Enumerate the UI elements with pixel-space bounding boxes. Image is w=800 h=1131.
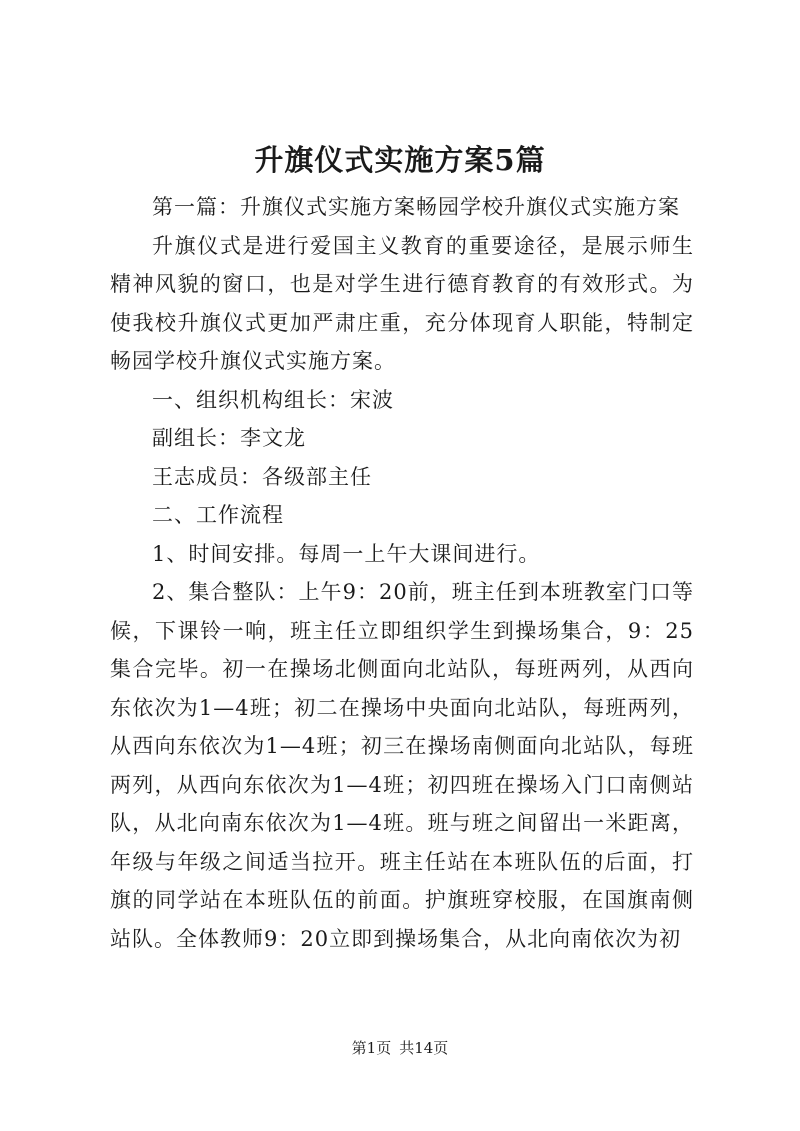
page-number: 第1页: [351, 1039, 392, 1057]
page-total: 共14页: [399, 1039, 449, 1057]
section-heading: 第一篇：升旗仪式实施方案畅园学校升旗仪式实施方案: [152, 195, 680, 219]
intro-paragraph: 升旗仪式是进行爱国主义教育的重要途径，是展示师生精神风貌的窗口，也是对学生进行德育教育的有效形式。为使我校升旗仪式更加严肃庄重，充分体现育人职能，特制定畅园学校升旗仪式实施方案。: [110, 233, 694, 373]
paragraph-time-arrangement: 1、时间安排。每周一上午大课间进行。: [152, 541, 541, 566]
paragraph-org-leader: 一、组织机构组长：宋波: [152, 387, 394, 412]
page-title: 升旗仪式实施方案5篇: [254, 143, 546, 177]
paragraph-deputy-leader: 副组长：李文龙: [152, 426, 306, 450]
page-footer: [0, 1038, 800, 1058]
document-body: [110, 188, 694, 958]
paragraph-workflow-heading: 二、工作流程: [152, 503, 284, 527]
paragraph-assembly: 2、集合整队：上午9：20前，班主任到本班教室门口等候，下课铃一响，班主任立即组织学生到操场集合，9：25集合完毕。初一在操场北侧面向北站队，每班两列，从西向东依次为1—4班；初二在操场中央面向北站队，每班两列，从西向东依次为1—4班；初三在操场南侧面向北站队，每班两列，从西向东依次为1—4班；初四班在操场入门口南侧站队，从北向南东依次为1—4班。班与班之间留出一米距离，年级与年级之间适当拉开。班主任站在本班队伍的后面，打旗的同学站在本班队伍的前面。护旗班穿校服，在国旗南侧站队。全体教师9：20立即到操场集合，从北向南依次为初: [110, 580, 694, 951]
paragraph-members: 王志成员：各级部主任: [152, 464, 372, 489]
